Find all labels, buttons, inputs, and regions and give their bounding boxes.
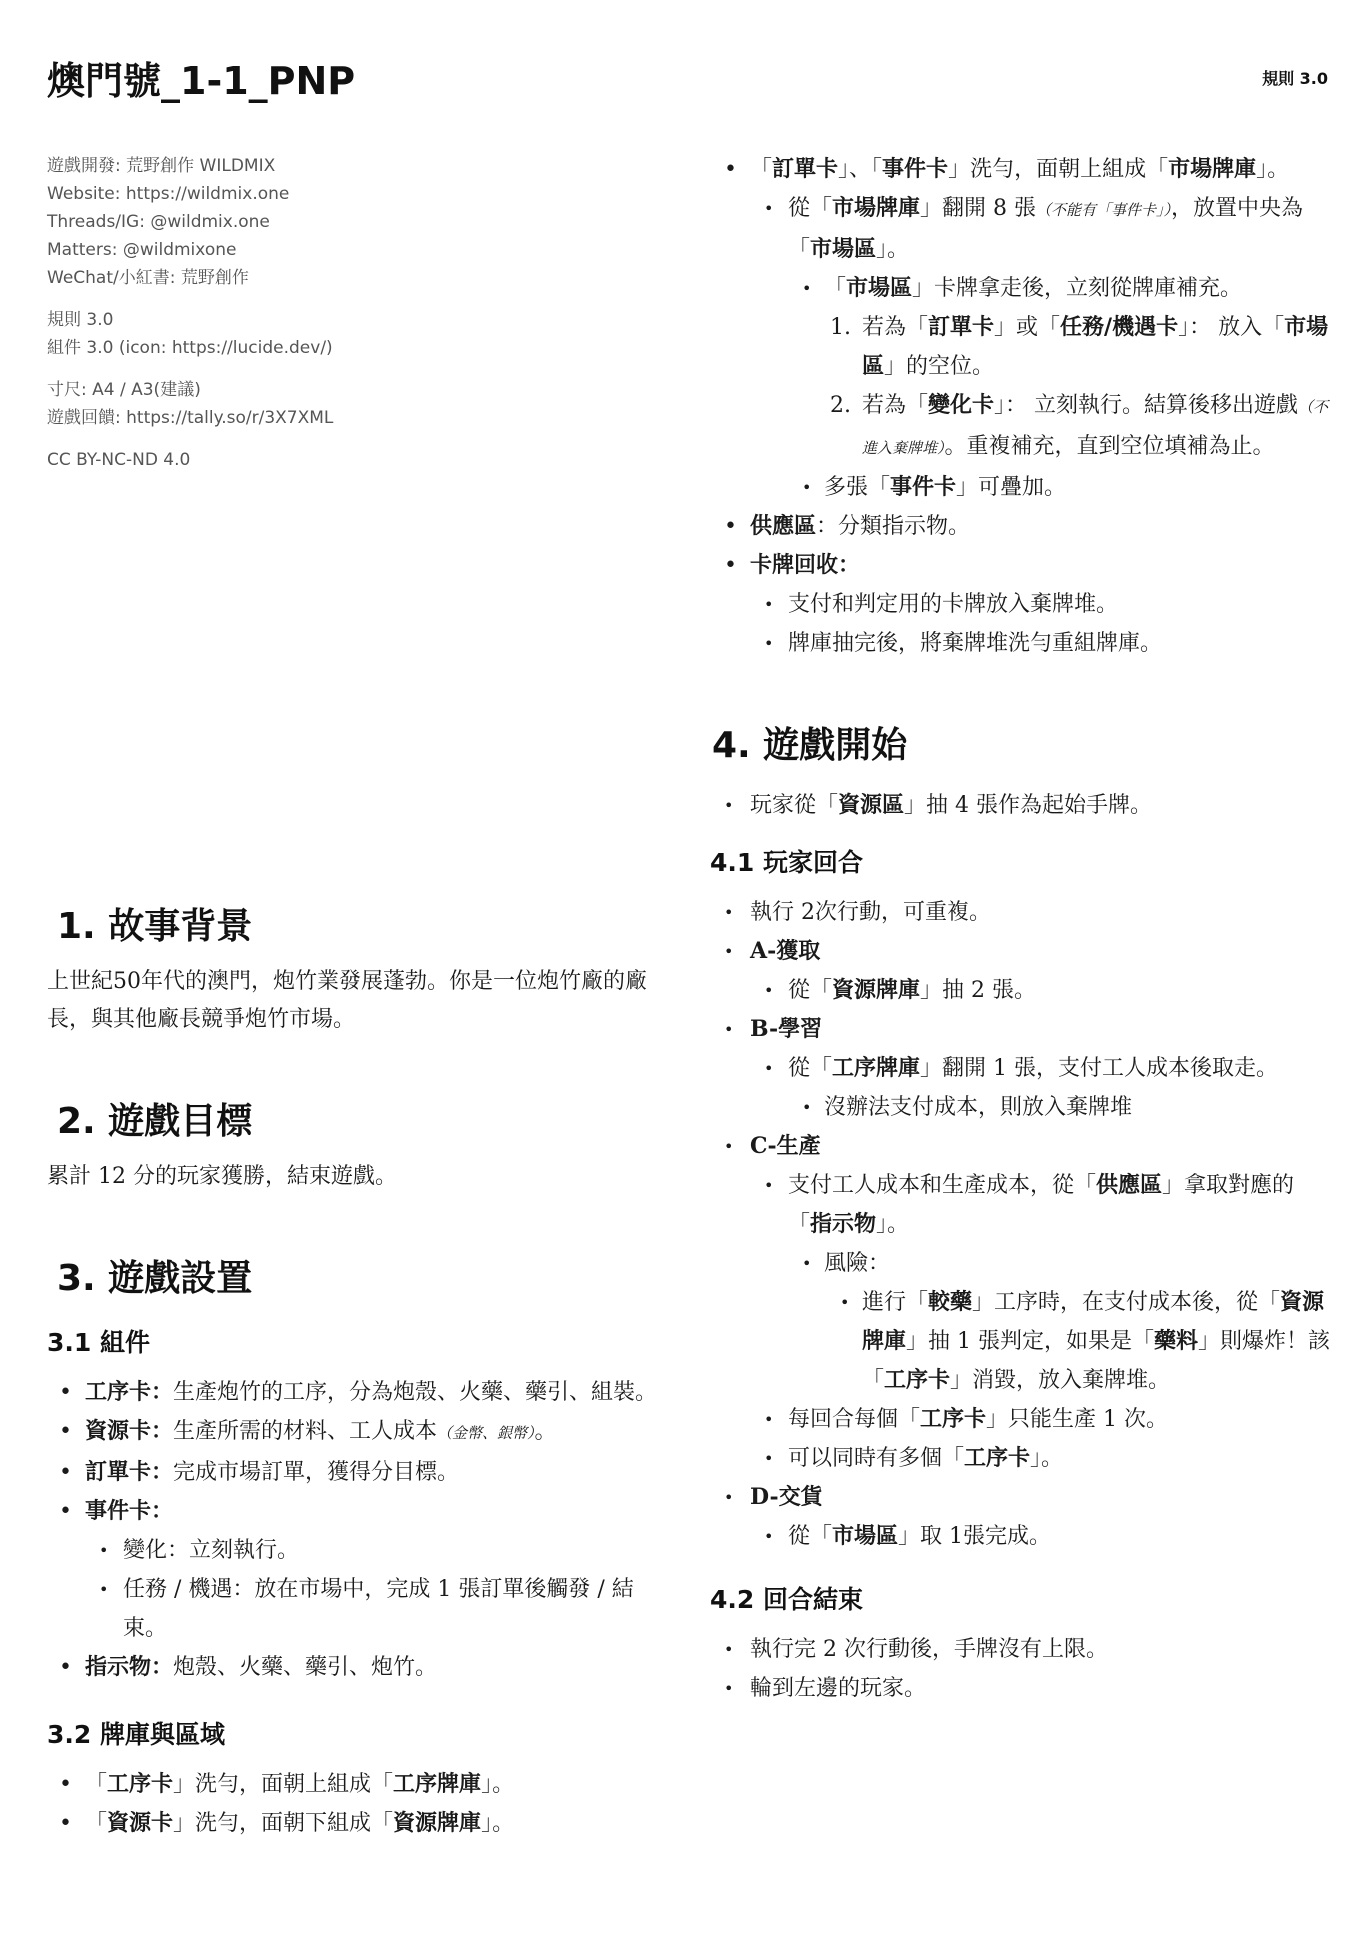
list-item [712,1010,1332,1049]
section-1-heading: 1. 故事背景 [57,906,253,947]
list-item [712,1088,1332,1127]
text: 。重複補充，直到空位填補為止。 [944,434,1275,459]
list-item [712,971,1332,1010]
list-item [712,386,1332,468]
term: 較藥 [928,1289,973,1315]
goal-text: 累計 12 分的玩家獲勝，結束遊戲。 [47,1164,397,1189]
list-item [712,546,1332,585]
start-list [712,786,1332,825]
term: 市場區 [846,275,913,301]
text: 多張「 [824,475,891,500]
left-column [47,898,667,1843]
action-title: C-生產 [750,1133,821,1159]
list-item [712,507,1332,546]
text: 」。 [481,1811,515,1836]
term: 指示物： [85,1654,174,1680]
text: 」洗勻，面朝上組成「 [948,157,1169,182]
list-item [712,1049,1332,1088]
term: 市場區 [832,1523,899,1549]
desc: 生產炮竹的工序，分為炮殼、火藥、藥引、組裝。 [173,1380,658,1405]
components-list [47,1373,667,1687]
list-item [47,1531,667,1570]
term: 事件卡 [890,474,957,500]
text: 「 [750,157,773,182]
text: 若為「 [862,393,929,418]
section-4-heading: 4. 遊戲開始 [712,725,908,766]
text: 」： 放入「 [1178,315,1285,340]
text: 每回合每個「 [788,1407,921,1432]
term: 資源區 [838,792,905,818]
text: 支付和判定用的卡牌放入棄牌堆。 [788,592,1119,617]
list-item [712,1439,1332,1478]
action-title: D-交貨 [750,1484,823,1510]
text: 」則爆炸！該「 [862,1329,1331,1393]
text: 」。 [481,1772,515,1797]
decks-list-right [712,150,1332,663]
right-column [712,150,1332,1708]
term: 供應區 [750,513,817,539]
term: 市場牌庫 [1168,156,1257,182]
text: 可以同時有多個「 [788,1446,965,1471]
desc: 。 [534,1419,557,1444]
list-item [712,1669,1332,1708]
text: ： [838,552,861,578]
term: 資源牌庫 [832,977,921,1003]
note: （金幣、銀幣） [437,1424,535,1442]
term: 卡牌回收 [750,552,839,578]
text: 」。 [1256,157,1290,182]
term: 工序卡： [85,1379,174,1405]
text: 」卡牌拿走後，立刻從牌庫補充。 [912,276,1243,301]
developer-line: 遊戲開發: 荒野創作 WILDMIX [47,156,276,176]
document-title: 燠門號_1-1_PNP [47,59,356,103]
list-item [712,150,1332,189]
threads-line: Threads/IG: @wildmix.one [47,212,270,232]
list-item [712,1400,1332,1439]
term: 供應區 [1096,1172,1163,1198]
list-item [47,1492,667,1531]
section-2-heading: 2. 遊戲目標 [57,1101,253,1142]
list-item [712,269,1332,308]
section-3-heading: 3. 遊戲設置 [57,1258,253,1299]
text: 」拿取對應的「 [788,1173,1295,1237]
list-item [712,1244,1332,1283]
list-item [47,1570,667,1648]
text: 「 [85,1811,108,1836]
term: 資源卡 [107,1810,174,1836]
item-number: 2. [830,393,851,418]
rules-line: 規則 3.0 [47,310,114,330]
text: 執行完 2 次行動後，手牌沒有上限。 [750,1637,1108,1662]
list-item [712,468,1332,507]
list-item [47,1648,667,1687]
feedback-line: 遊戲回饋: https://tally.so/r/3X7XML [47,408,334,428]
text: 」或「 [994,315,1061,340]
text: 」翻開 8 張 [920,196,1037,221]
text: 輪到左邊的玩家。 [750,1676,927,1701]
text: 「 [824,276,847,301]
list-item [712,624,1332,663]
text: 牌庫抽完後，將棄牌堆洗勻重組牌庫。 [788,631,1163,656]
desc: 任務 / 機遇：放在市場中，完成 1 張訂單後觸發 / 結束。 [123,1577,634,1641]
wechat-line: WeChat/小紅書: 荒野創作 [47,268,249,288]
term: 資源牌庫 [393,1810,482,1836]
list-item [712,585,1332,624]
text: 」消毀，放入棄牌堆。 [950,1368,1171,1393]
decks-heading: 3.2 牌庫與區域 [47,1720,225,1749]
player-turn-heading: 4.1 玩家回合 [710,848,863,877]
list-item [712,932,1332,971]
desc: 生產所需的材料、工人成本 [173,1419,438,1444]
term: 事件卡 [882,156,949,182]
term: 藥料 [1154,1328,1199,1354]
list-item [712,308,1332,386]
text: 支付工人成本和生產成本，從「 [788,1173,1097,1198]
turn-end-list [712,1630,1332,1708]
text: ：分類指示物。 [816,514,971,539]
action-title: B-學習 [750,1016,823,1042]
turn-end-heading: 4.2 回合結束 [710,1585,863,1614]
credits-contact [47,152,607,292]
term: 任務/機遇卡 [1060,314,1179,340]
text: 執行 2次行動，可重複。 [750,900,991,925]
list-item [47,1373,667,1412]
term: 變化卡 [928,392,995,418]
desc: 炮殼、火藥、藥引、炮竹。 [173,1655,438,1680]
term: 訂單卡 [772,156,839,182]
term: 市場牌庫 [832,195,921,221]
text: 」翻開 1 張，支付工人成本後取走。 [920,1056,1279,1081]
list-item [712,189,1332,269]
item-number: 1. [830,315,851,340]
term: 指示物 [810,1211,877,1237]
matters-line: Matters: @wildmixone [47,240,237,260]
desc: 變化：立刻執行。 [123,1538,300,1563]
credits-license [47,446,607,474]
list-item [712,1166,1332,1244]
list-item [712,1630,1332,1669]
term: 資源卡： [85,1418,174,1444]
turn-list [712,893,1332,1556]
license-line: CC BY-NC-ND 4.0 [47,450,191,470]
text: 」洗勻，面朝上組成「 [173,1772,394,1797]
decks-list-left [47,1765,667,1843]
term: 工序牌庫 [393,1771,482,1797]
text: 玩家從「 [750,793,839,818]
term: 工序卡 [884,1367,951,1393]
list-item [712,1283,1332,1400]
text: 」抽 4 張作為起始手牌。 [904,793,1153,818]
text: 」的空位。 [884,354,995,379]
components-line: 組件 3.0 (icon: https://lucide.dev/) [47,338,333,358]
components-heading: 3.1 組件 [47,1328,150,1357]
story-text: 上世紀50年代的澳門，炮竹業發展蓬勃。你是一位炮竹廠的廠長，與其他廠長競爭炮竹市場。 [47,969,647,1032]
text: 」洗勻，面朝下組成「 [173,1811,394,1836]
rules-version: 規則 3.0 [1262,69,1328,88]
action-title: A-獲取 [750,938,821,964]
term: 市場區 [862,314,1329,379]
list-item [712,1517,1332,1556]
website-line: Website: https://wildmix.one [47,184,290,204]
credits-size [47,376,607,432]
note: （不能有「事件卡」） [1036,201,1172,219]
text: 」抽 2 張。 [920,978,1037,1003]
text: 若為「 [862,315,929,340]
term: 工序卡 [107,1771,174,1797]
size-line: 寸尺: A4 / A3(建議) [47,380,201,400]
text: 」、「 [838,157,883,182]
list-item [47,1765,667,1804]
term: 訂單卡： [85,1459,174,1485]
list-item [712,1127,1332,1166]
text: 從「 [788,196,833,221]
term: 市場區 [810,236,877,262]
list-item [47,1412,667,1453]
desc: 完成市場訂單，獲得分目標。 [173,1460,460,1485]
text: 」只能生產 1 次。 [986,1407,1169,1432]
term: 工序牌庫 [832,1055,921,1081]
term: 工序卡 [964,1445,1031,1471]
term: 訂單卡 [928,314,995,340]
text: 從「 [788,1524,833,1549]
text: 」工序時，在支付成本後，從「 [972,1290,1281,1315]
text: 」。 [876,237,910,262]
credits-version [47,306,607,362]
text: 從「 [788,1056,833,1081]
text: 從「 [788,978,833,1003]
text: 」。 [876,1212,910,1237]
credits-block [47,152,607,488]
text: 沒辦法支付成本，則放入棄牌堆 [824,1095,1133,1120]
term: 工序卡 [920,1406,987,1432]
list-item [47,1804,667,1843]
text: 風險： [824,1251,891,1276]
list-item [712,786,1332,825]
list-item [47,1453,667,1492]
text: 」可疊加。 [956,475,1067,500]
term: 事件卡： [85,1498,174,1524]
term: 資源牌庫 [862,1289,1325,1354]
text: 進行「 [862,1290,929,1315]
note: （不進入棄牌堆） [862,398,1329,457]
text: 「 [85,1772,108,1797]
list-item [712,893,1332,932]
text: ，放置中央為「 [788,196,1304,262]
list-item [712,1478,1332,1517]
text: 」。 [1030,1446,1064,1471]
text: 」抽 1 張判定，如果是「 [906,1329,1154,1354]
text: 」： 立刻執行。結算後移出遊戲 [994,393,1299,418]
text: 」取 1張完成。 [898,1524,1052,1549]
